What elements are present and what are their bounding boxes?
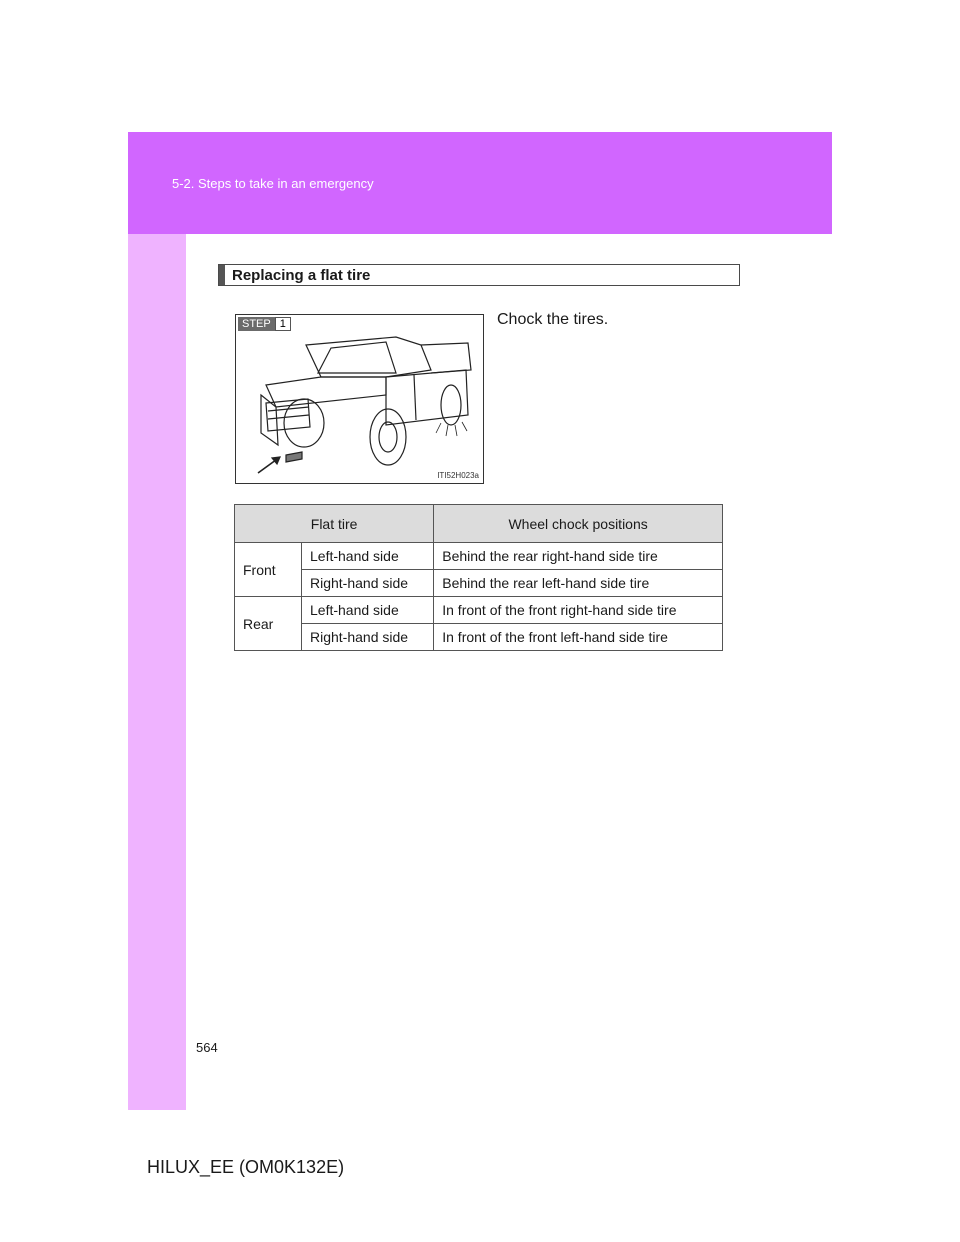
section-title: 5-2. Steps to take in an emergency <box>172 176 374 191</box>
sidebar-strip <box>128 234 186 1110</box>
truck-illustration <box>235 314 484 484</box>
wheel-chock <box>286 452 302 462</box>
instruction-text: Chock the tires. <box>497 311 609 328</box>
heading-marker <box>219 265 225 285</box>
heading-text: Replacing a flat tire <box>232 266 371 284</box>
table-row <box>235 624 723 651</box>
cab-outline <box>306 337 431 377</box>
front-wheel <box>370 409 406 465</box>
section-heading <box>218 264 740 286</box>
side-cell: Right-hand side <box>302 570 434 597</box>
side-cell: Left-hand side <box>302 543 434 570</box>
group-front: Front <box>235 543 302 597</box>
table-row <box>235 597 723 624</box>
page-number: 564 <box>196 1040 218 1055</box>
header-flat-tire: Flat tire <box>235 505 434 543</box>
step-badge <box>238 317 291 331</box>
position-cell: In front of the front right-hand side tire <box>434 597 723 624</box>
side-cell: Left-hand side <box>302 597 434 624</box>
wheel-chock-table <box>234 504 723 651</box>
step-label: STEP <box>238 317 275 331</box>
table-row <box>235 570 723 597</box>
manual-footer: HILUX_EE (OM0K132E) <box>147 1157 345 1177</box>
pickup-truck-drawing <box>236 315 483 483</box>
figure-code: ITI52H023a <box>437 471 479 480</box>
header-wheel-chock-positions: Wheel chock positions <box>434 505 723 543</box>
spare-tire <box>284 399 324 447</box>
position-cell: Behind the rear right-hand side tire <box>434 543 723 570</box>
step-number: 1 <box>275 317 291 331</box>
table-row <box>235 543 723 570</box>
rear-wheel <box>441 385 461 425</box>
table-header-row <box>235 505 723 543</box>
position-cell: In front of the front left-hand side tire <box>434 624 723 651</box>
group-rear: Rear <box>235 597 302 651</box>
side-cell: Right-hand side <box>302 624 434 651</box>
position-cell: Behind the rear left-hand side tire <box>434 570 723 597</box>
